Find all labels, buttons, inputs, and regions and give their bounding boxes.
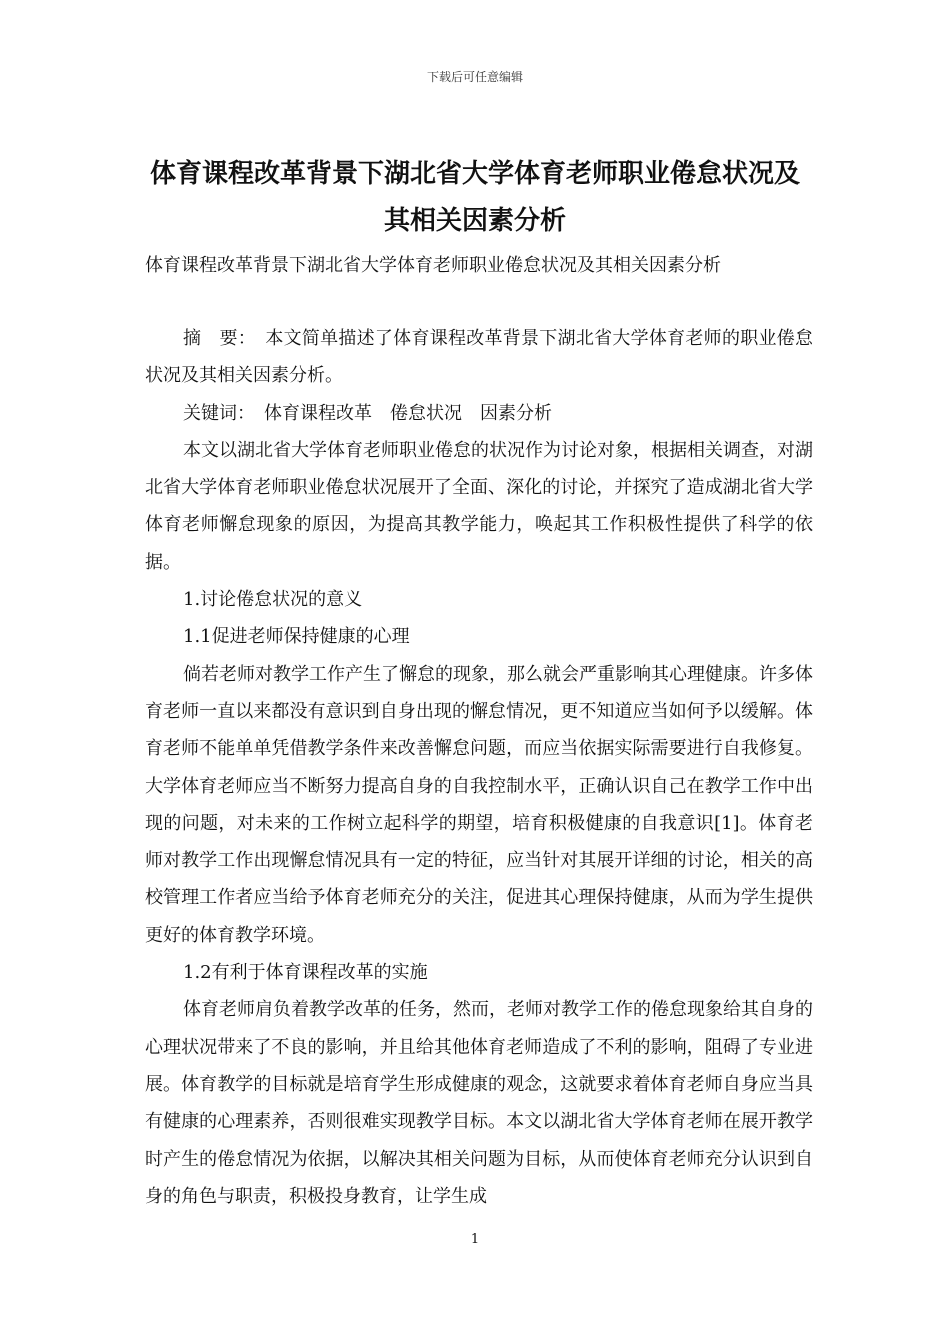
section-heading-1: 1.讨论倦怠状况的意义 xyxy=(183,589,363,611)
intro-paragraph: 本文以湖北省大学体育老师职业倦怠的状况作为讨论对象，根据相关调查，对湖北省大学体育老师职业倦怠状况展开了全面、深化的讨论，并探究了造成湖北省大学体育老师懈怠现象的原因，为提高其教学能力，唤起其工作积极性提供了科学的依据。 xyxy=(145,439,813,573)
document-subtitle: 体育课程改革背景下湖北省大学体育老师职业倦怠状况及其相关因素分析 xyxy=(145,255,721,276)
keywords-line: 关键词： 体育课程改革 倦怠状况 因素分析 xyxy=(183,402,552,424)
document-title-line1: 体育课程改革背景下湖北省大学体育老师职业倦怠状况及 xyxy=(149,159,800,189)
abstract-paragraph: 摘 要： 本文简单描述了体育课程改革背景下湖北省大学体育老师的职业倦怠状况及其相关因素分析。 xyxy=(145,328,813,387)
header-note: 下载后可任意编辑 xyxy=(426,70,523,84)
page-number: 1 xyxy=(470,1232,480,1247)
document-title-line2: 其相关因素分析 xyxy=(383,206,566,236)
section-heading-1-1: 1.1促进老师保持健康的心理 xyxy=(183,626,410,648)
document-body xyxy=(145,320,813,1215)
paragraph-1-1: 倘若老师对教学工作产生了懈怠的现象，那么就会严重影响其心理健康。许多体育老师一直以来都没有意识到自身出现的懈怠情况，更不知道应当如何予以缓解。体育老师不能单单凭借教学条件来改善懈怠问题，而应当依据实际需要进行自我修复。大学体育老师应当不断努力提高自身的自我控制水平，正确认识自己在教学工作中出现的问题，对未来的工作树立起科学的期望，培育积极健康的自我意识[1]。体育老师对教学工作出现懈怠情况具有一定的特征，应当针对其展开详细的讨论，相关的高校管理工作者应当给予体育老师充分的关注，促进其心理保持健康，从而为学生提供更好的体育教学环境。 xyxy=(145,663,813,946)
paragraph-1-2: 体育老师肩负着教学改革的任务，然而，老师对教学工作的倦怠现象给其自身的心理状况带来了不良的影响，并且给其他体育老师造成了不利的影响，阻碍了专业进展。体育教学的目标就是培育学生形成健康的观念，这就要求着体育老师自身应当具有健康的心理素养，否则很难实现教学目标。本文以湖北省大学体育老师在展开教学时产生的倦怠情况为依据，以解决其相关问题为目标，从而使体育老师充分认识到自身的角色与职责，积极投身教育，让学生成 xyxy=(145,999,813,1207)
section-heading-1-2: 1.2有利于体育课程改革的实施 xyxy=(183,962,428,984)
